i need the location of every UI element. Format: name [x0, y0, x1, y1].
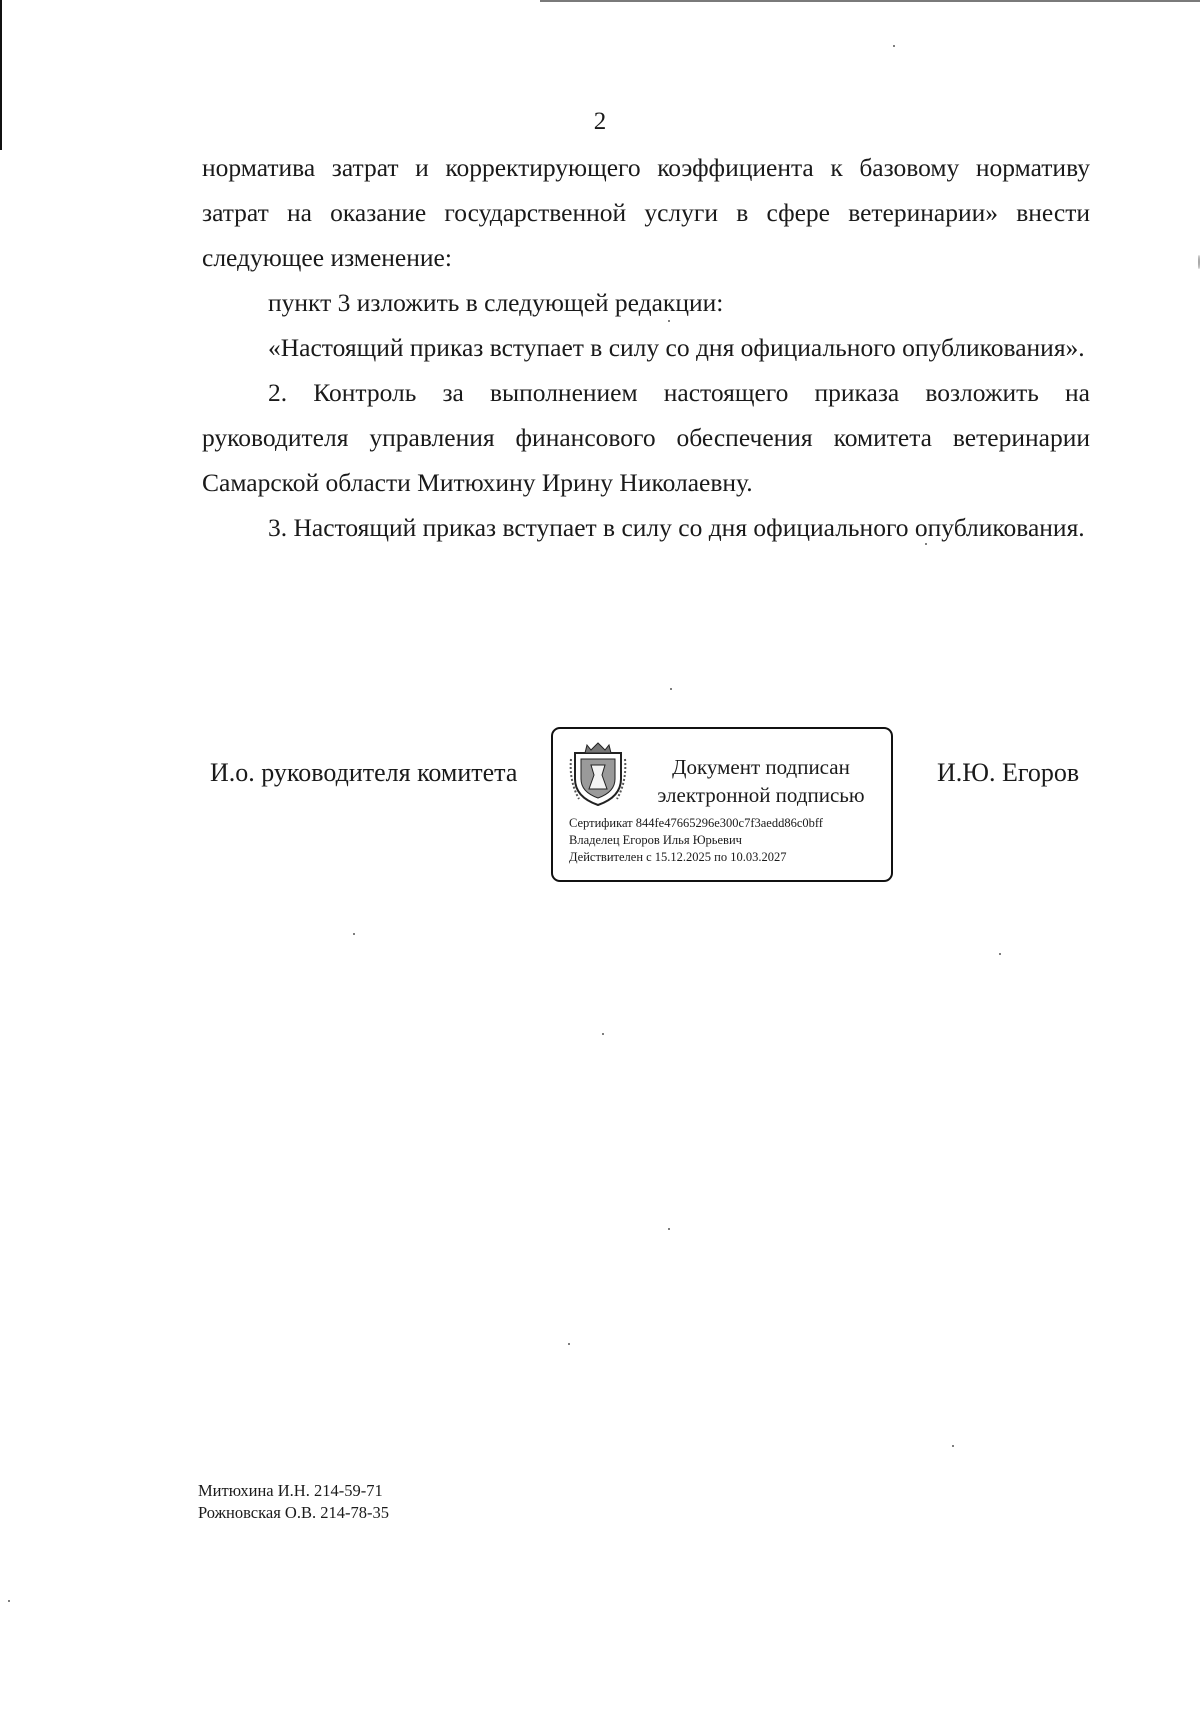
stamp-certificate: Сертификат 844fe47665296e300c7f3aedd86c0bff	[569, 816, 823, 830]
scan-speck	[999, 953, 1001, 955]
document-body	[202, 145, 1090, 550]
electronic-signature-stamp	[551, 727, 893, 882]
scan-speck	[925, 543, 927, 545]
stamp-validity: Действителен с 15.12.2025 по 10.03.2027	[569, 850, 787, 864]
stamp-owner: Владелец Егоров Илья Юрьевич	[569, 833, 742, 847]
executor-contacts	[198, 1480, 389, 1524]
scan-speck	[353, 933, 355, 935]
scan-speck	[602, 1033, 604, 1035]
paragraph-intro: норматива затрат и корректирующего коэффициента к базовому нормативу затрат на оказание государственной услуги в сфере ветеринарии» внести следующее изменение:	[202, 153, 1090, 272]
scan-speck	[8, 1600, 10, 1602]
scan-speck	[668, 320, 670, 322]
scan-edge-top	[540, 0, 1200, 2]
paragraph-item-2: 2. Контроль за выполнением настоящего приказа возложить на руководителя управления финансового обеспечения комитета ветеринарии Самарской области Митюхину Ирину Николаевну.	[202, 378, 1090, 497]
paragraph-amendment-intro: пункт 3 изложить в следующей редакции:	[268, 288, 724, 317]
signatory-name: И.Ю. Егоров	[937, 758, 1080, 787]
signatory-position: И.о. руководителя комитета	[210, 758, 518, 787]
paragraph-item-3: 3. Настоящий приказ вступает в силу со дня официального опубликования.	[268, 513, 1085, 542]
scan-speck	[568, 1343, 570, 1345]
stamp-title-line-2: электронной подписью	[657, 783, 865, 807]
stamp-title-line-1: Документ подписан	[672, 755, 850, 779]
stamp-title	[637, 753, 885, 809]
scan-speck	[670, 688, 672, 690]
scan-speck	[952, 1445, 954, 1447]
page-number: 2	[593, 108, 607, 135]
contact-line: Митюхина И.Н. 214-59-71	[198, 1481, 383, 1500]
scan-speck	[668, 1228, 670, 1230]
contact-line: Рожновская О.В. 214-78-35	[198, 1503, 389, 1522]
stamp-details	[569, 815, 823, 866]
samara-coat-of-arms-icon	[569, 739, 627, 809]
scan-speck	[893, 45, 895, 47]
paragraph-amendment-text: «Настоящий приказ вступает в силу со дня официального опубликования».	[268, 333, 1085, 362]
